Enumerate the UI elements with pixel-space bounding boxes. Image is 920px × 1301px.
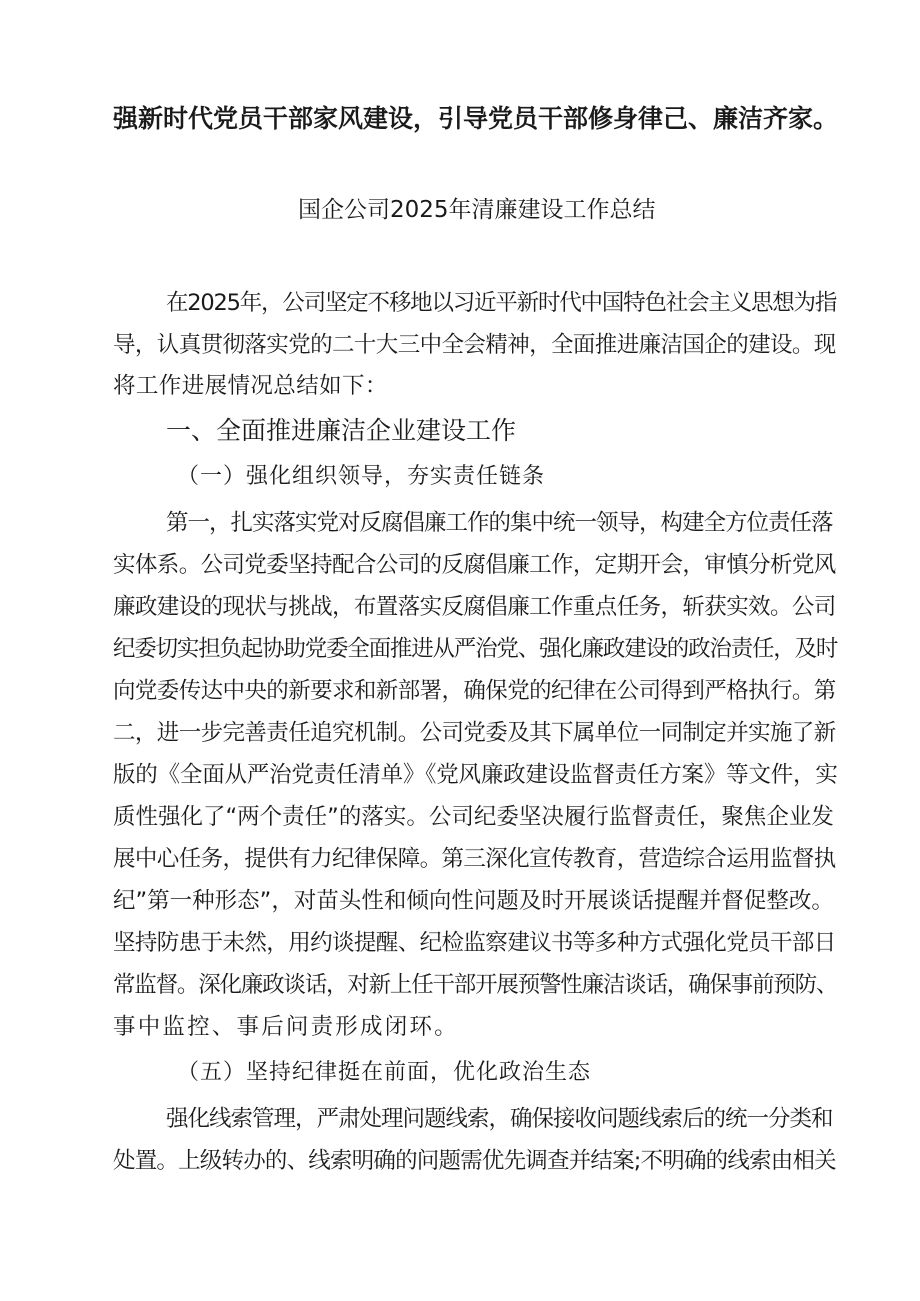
paragraph-line: 版的《全面从严治党责任清单》《党风廉政建设监督责任方案》等文件，实	[113, 762, 838, 788]
paragraph-line: 常监督。深化廉政谈话，对新上任干部开展预警性廉洁谈话，确保事前预防、	[113, 972, 838, 998]
intro-line-3: 将工作进展情况总结如下：	[113, 373, 388, 399]
intro-line-1: 在2025年，公司坚定不移地以习近平新时代中国特色社会主义思想为指	[166, 290, 837, 316]
paragraph-line: 质性强化了“两个责任”的落实。公司纪委坚决履行监督责任，聚焦企业发	[113, 804, 834, 830]
paragraph-line: 事中监控、事后问责形成闭环。	[113, 1014, 459, 1040]
paragraph-line: 实体系。公司党委坚持配合公司的反腐倡廉工作，定期开会，审慎分析党风	[113, 552, 836, 578]
paragraph-line: 坚持防患于未然，用约谈提醒、纪检监察建议书等多种方式强化党员干部日	[113, 930, 836, 956]
paragraph-line: 纪”第一种形态”，对苗头性和倾向性问题及时开展谈话提醒并督促整改。	[113, 888, 834, 914]
previous-section-closing-sentence: 强新时代党员干部家风建设，引导党员干部修身律己、廉洁齐家。	[113, 104, 839, 133]
paragraph-line: 二，进一步完善责任追究机制。公司党委及其下属单位一同制定并实施了新	[113, 720, 836, 746]
paragraph-line: 向党委传达中央的新要求和新部署，确保党的纪律在公司得到严格执行。第	[113, 678, 836, 704]
section-one-heading: 一、全面推进廉洁企业建设工作	[166, 416, 517, 445]
paragraph-line: 廉政建设的现状与挑战，布置落实反腐倡廉工作重点任务，斩获实效。公司	[113, 594, 836, 620]
paragraph-line: 强化线索管理，严肃处理问题线索，确保接收问题线索后的统一分类和	[166, 1106, 833, 1132]
paragraph-line: 处置。上级转办的、线索明确的问题需优先调查并结案;不明确的线索由相关	[113, 1148, 836, 1174]
document-title: 国企公司2025年清廉建设工作总结	[298, 197, 656, 223]
paragraph-line: 纪委切实担负起协助党委全面推进从严治党、强化廉政建设的政治责任，及时	[113, 636, 838, 662]
paragraph-line: 第一，扎实落实党对反腐倡廉工作的集中统一领导，构建全方位责任落	[166, 510, 833, 536]
paragraph-line: 展中心任务，提供有力纪律保障。第三深化宣传教育，营造综合运用监督执	[113, 846, 836, 872]
subsection-one-heading: （一）强化组织领导，夯实责任链条	[177, 464, 546, 489]
subsection-five-heading: （五）坚持纪律挺在前面，优化政治生态	[177, 1060, 592, 1085]
intro-line-2: 导，认真贯彻落实党的二十大三中全会精神，全面推进廉洁国企的建设。现	[113, 332, 836, 358]
